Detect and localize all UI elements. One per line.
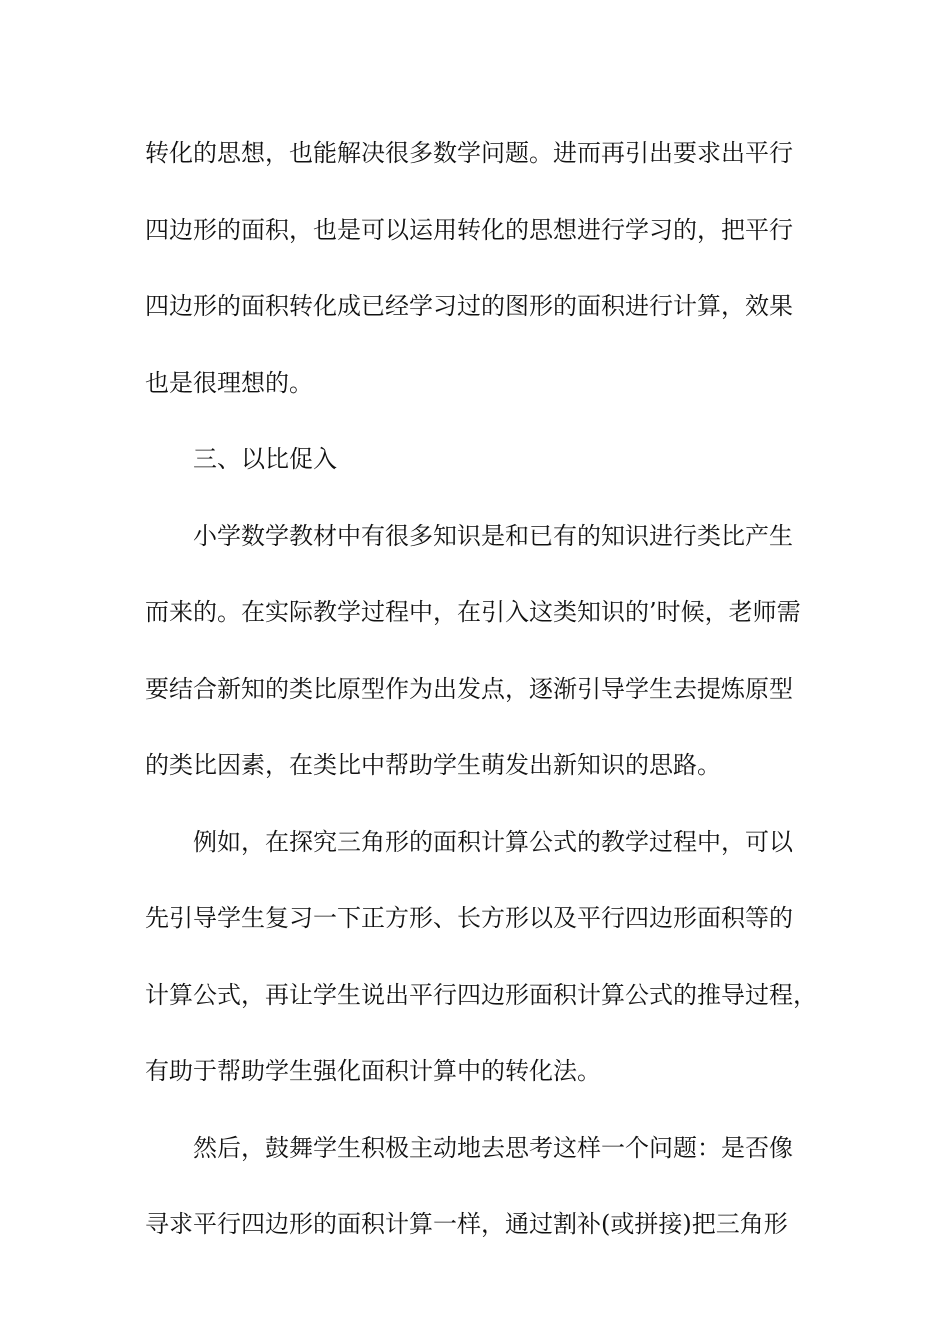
text-line: 而来的。在实际教学过程中，在引入这类知识的’时候，老师需 <box>145 598 801 626</box>
text-line: 四边形的面积，也是可以运用转化的思想进行学习的，把平行 <box>145 215 793 244</box>
text-line: 然后，鼓舞学生积极主动地去思考这样一个问题：是否像 <box>193 1133 793 1162</box>
text-line: 计算公式，再让学生说出平行四边形面积计算公式的推导过程， <box>145 980 817 1009</box>
section-heading: 三、以比促入 <box>193 445 337 473</box>
text-line: 的类比因素，在类比中帮助学生萌发出新知识的思路。 <box>145 751 721 779</box>
text-line: 有助于帮助学生强化面积计算中的转化法。 <box>145 1057 601 1085</box>
text-line: 也是很理想的。 <box>145 368 313 397</box>
text-line: 例如，在探究三角形的面积计算公式的教学过程中，可以 <box>193 827 793 856</box>
text-line: 小学数学教材中有很多知识是和已有的知识进行类比产生 <box>193 521 793 550</box>
text-line: 要结合新知的类比原型作为出发点，逐渐引导学生去提炼原型 <box>145 674 793 703</box>
body-text <box>145 128 815 1276</box>
text-line: 四边形的面积转化成已经学习过的图形的面积进行计算，效果 <box>145 292 793 320</box>
text-line: 转化的思想，也能解决很多数学问题。进而再引出要求出平行 <box>145 139 793 167</box>
text-line: 寻求平行四边形的面积计算一样，通过割补(或拼接)把三角形 <box>145 1210 788 1238</box>
text-line: 先引导学生复习一下正方形、长方形以及平行四边形面积等的 <box>145 904 793 932</box>
